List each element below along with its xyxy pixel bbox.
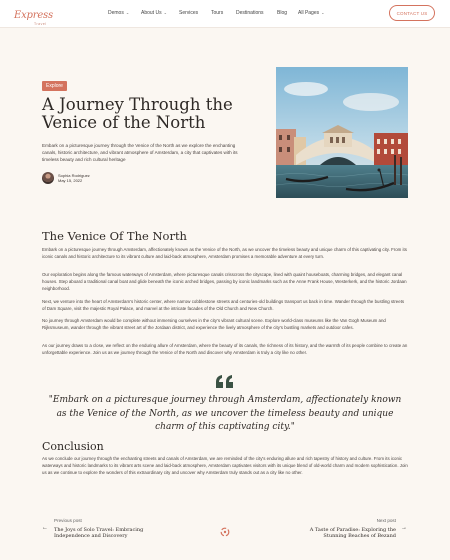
post-excerpt: Embark on a picturesque journey through the Venice of the North as we explore the enchanting canals, historic architecture, and vibrant atmosphere of Amsterdam, a city that captivates with its timeless beauty and rich cultural heritage [42,143,238,163]
previous-post-label: Previous post [54,518,82,523]
nav-item-about-us[interactable] [141,10,167,16]
next-post-label: Next post [376,518,396,523]
logo[interactable] [14,6,53,27]
nav-item-demos[interactable] [108,10,129,16]
logo-subtext: Travel [34,22,47,26]
nav-item-blog[interactable]: Blog [277,10,288,16]
section-heading: The Venice Of The North [42,229,187,243]
hero-image [276,67,408,198]
arrow-right-icon[interactable]: → [401,525,407,531]
logo-text: Express [14,10,53,21]
contact-us-button[interactable]: CONTACT US [389,5,435,21]
article-paragraph: Embark on a picturesque journey through Amsterdam, affectionately known as the Venice of the North, as we uncover the timeless beauty and unique charm of this captivating city. From its iconic canals and historic architecture to its vibrant culture and laid-back atmosphere, Amsterdam promises a memorable adventure at every turn. [42,247,407,259]
nav-item-label: All Pages [298,10,320,16]
chevron-down-icon: ⌄ [321,10,325,15]
post-title: A Journey Through the Venice of the North [42,95,233,132]
nav-item-destinations[interactable]: Destinations [236,10,264,16]
nav-item-services[interactable]: Services [179,10,199,16]
conclusion-paragraph: As we conclude our journey through the enchanting streets and canals of Amsterdam, we are reminded of the city's enduring allure and rich tapestry of history and culture. From its iconic waterways and historic landmarks to its vibrant arts scene and laid-back atmosphere, Amsterdam captivates visitors with its unique blend of old-world charm and modern sophistication. Join us as we continue to explore the wonders of this extraordinary city and uncover why Amsterdam truly stands out as a city like no other. [42,456,408,475]
category-tag[interactable]: Explore [42,81,67,91]
arrow-left-icon[interactable]: ← [42,525,48,531]
quote-icon [215,375,235,389]
previous-post-link[interactable] [42,518,162,540]
avatar [42,172,54,184]
article-paragraph: Next, we venture into the heart of Amsterdam's historic center, where narrow cobblestone streets and centuries-old buildings transport us back in time. Wander through the bustling streets of Dam Square, visit the majestic Royal Palace, and marvel at the intricate facades of the Old Church and New Church. [42,299,405,311]
article-paragraph: As our journey draws to a close, we reflect on the enduring allure of Amsterdam, where the beauty of its canals, the richness of its history, and the warmth of its people combine to create an unforgettable experience. Join us as we journey through the Venice of the North and discover why Amsterdam is truly a city like no other. [42,343,408,355]
author-block [42,172,90,184]
nav-item-label: Demos [108,10,124,16]
venice-canal-illustration [276,67,408,198]
site-header [0,0,450,28]
author-meta [58,173,90,184]
logo-mark-icon[interactable] [220,524,230,534]
nav-item-all-pages[interactable] [298,10,324,16]
conclusion-heading: Conclusion [42,440,104,453]
chevron-down-icon: ⌄ [125,10,130,15]
article-paragraph: Our exploration begins along the famous waterways of Amsterdam, where picturesque canals crisscross the cityscape, lined with quaint houseboats, charming bridges, and elegant canal houses. Step aboard a traditional canal boat and glide beneath the iconic arched bridges, passing by iconic landmarks such as the Anne Frank House, Westerkerk, and the historic Jordaan neighborhood. [42,272,407,291]
post-date: May 15, 2022 [58,178,83,183]
author-name[interactable]: Sophia Rodriguez [58,172,90,178]
nav-item-label: About Us [141,10,162,16]
previous-post-title[interactable]: The Joys of Solo Travel: Embracing Independence and Discovery [54,527,144,540]
article-paragraph: No journey through Amsterdam would be complete without immersing ourselves in the city's vibrant cultural scene. Explore world-class museums like the Van Gogh Museum and Rijksmuseum, wander through the vibrant street art of the Jordaan district, and experience the lively atmosphere of the city's bustling markets and outdoor cafes. [42,318,386,330]
nav-item-tours[interactable]: Tours [211,10,224,16]
chevron-down-icon: ⌄ [163,10,167,15]
pull-quote: "Embark on a picturesque journey through Amsterdam, affectionately known as the Venice of the North, as we uncover the timeless beauty and unique charm of this captivating city." [48,395,402,432]
next-post-link[interactable] [288,518,408,540]
next-post-title[interactable]: A Taste of Paradise: Exploring the Stunning Beaches of Bezand [309,527,396,540]
